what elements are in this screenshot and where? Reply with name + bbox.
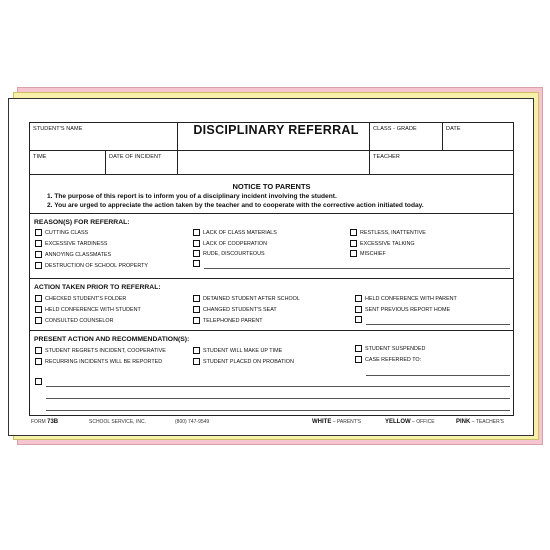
checkbox-box[interactable] <box>193 295 200 302</box>
time-col-line <box>105 150 106 174</box>
checkbox-label: RECURRING INCIDENTS WILL BE REPORTED <box>45 358 163 365</box>
checkbox-other-reason[interactable] <box>193 260 203 267</box>
pink-text: – TEACHER'S <box>470 419 504 425</box>
checkbox-label: RESTLESS, INATTENTIVE <box>360 229 426 236</box>
checkbox-suspended[interactable] <box>355 345 425 352</box>
checkbox-conference-parent[interactable] <box>355 295 457 302</box>
reasons-title: REASON(S) FOR REFERRAL: <box>34 219 130 226</box>
checkbox-box[interactable] <box>355 295 362 302</box>
checkbox-sent-report-home[interactable] <box>355 306 450 313</box>
checkbox-conference-student[interactable] <box>35 306 141 313</box>
checkbox-box[interactable] <box>193 260 200 267</box>
checkbox-label: STUDENT REGRETS INCIDENT, COOPERATIVE <box>45 347 166 354</box>
checkbox-box[interactable] <box>355 345 362 352</box>
form-number-value: 73B <box>47 419 59 425</box>
checkbox-destruction-of-property[interactable] <box>35 262 148 269</box>
checkbox-box[interactable] <box>35 262 42 269</box>
date-col-line <box>442 123 443 150</box>
checkbox-label: LACK OF COOPERATION <box>203 240 267 247</box>
checkbox-label: CHECKED STUDENT'S FOLDER <box>45 295 127 302</box>
checkbox-label: HELD CONFERENCE WITH STUDENT <box>45 306 141 313</box>
checkbox-lack-of-class-materials[interactable] <box>193 229 277 236</box>
white-text: – PARENT'S <box>331 419 362 425</box>
checkbox-label: LACK OF CLASS MATERIALS <box>203 229 277 236</box>
checkbox-rude-discourteous[interactable] <box>193 250 265 257</box>
class-grade-label: CLASS - GRADE <box>373 126 417 132</box>
date-label: DATE <box>446 126 461 132</box>
checkbox-lack-of-cooperation[interactable] <box>193 240 267 247</box>
white-copy-label <box>312 419 361 425</box>
checkbox-label: MISCHIEF <box>360 250 386 257</box>
company-name: SCHOOL SERVICE, INC. <box>89 419 146 425</box>
header-col-line <box>177 123 178 174</box>
header-divider <box>30 150 513 151</box>
checkbox-box[interactable] <box>35 317 42 324</box>
checkbox-box[interactable] <box>355 356 362 363</box>
checkbox-box[interactable] <box>35 295 42 302</box>
checkbox-box[interactable] <box>355 306 362 313</box>
checkbox-box[interactable] <box>350 229 357 236</box>
checkbox-label: CHANGED STUDENT'S SEAT <box>203 306 277 313</box>
referral-form <box>29 122 514 416</box>
checkbox-box[interactable] <box>193 240 200 247</box>
checkbox-label: ANNOYING CLASSMATES <box>45 251 112 258</box>
checkbox-box[interactable] <box>193 347 200 354</box>
checkbox-box[interactable] <box>35 378 42 385</box>
present-line-3[interactable] <box>46 410 510 411</box>
teacher-label: TEACHER <box>373 154 400 160</box>
present-line-2[interactable] <box>46 398 510 399</box>
notice-line-1: 1. The purpose of this report is to inform you of a disciplinary incident involving the student. <box>47 193 337 200</box>
checkbox-detained-student[interactable] <box>193 295 300 302</box>
time-label: TIME <box>33 154 47 160</box>
checkbox-label: DESTRUCTION OF SCHOOL PROPERTY <box>45 262 149 269</box>
checkbox-recurring-reported[interactable] <box>35 358 162 365</box>
notice-title: NOTICE TO PARENTS <box>232 182 311 191</box>
checkbox-box[interactable] <box>35 240 42 247</box>
checkbox-case-referred[interactable] <box>355 356 421 363</box>
checkbox-box[interactable] <box>193 229 200 236</box>
checkbox-box[interactable] <box>193 358 200 365</box>
other-reason-line[interactable] <box>204 268 510 269</box>
checkbox-label: EXCESSIVE TARDINESS <box>45 240 108 247</box>
checkbox-label: CASE REFERRED TO: <box>365 356 422 363</box>
checkbox-restless-inattentive[interactable] <box>350 229 426 236</box>
checkbox-box[interactable] <box>35 229 42 236</box>
student-name-label: STUDENT'S NAME <box>33 126 83 132</box>
form-label: FORM <box>31 419 46 425</box>
yellow-copy-label <box>385 419 435 425</box>
checkbox-other-action[interactable] <box>355 316 365 323</box>
checkbox-label: EXCESSIVE TALKING <box>360 240 415 247</box>
present-title: PRESENT ACTION AND RECOMMENDATION(S): <box>34 336 190 343</box>
checkbox-label: STUDENT PLACED ON PROBATION <box>203 358 294 365</box>
actions-bottom-line <box>30 330 513 331</box>
yellow-label: YELLOW <box>385 419 411 425</box>
checkbox-cutting-class[interactable] <box>35 229 88 236</box>
checkbox-student-regrets[interactable] <box>35 347 166 354</box>
checkbox-label: CONSULTED COUNSELOR <box>45 317 114 324</box>
actions-title: ACTION TAKEN PRIOR TO REFERRAL: <box>34 284 161 291</box>
checkbox-other-present[interactable] <box>35 378 45 385</box>
checkbox-box[interactable] <box>350 240 357 247</box>
checkbox-box[interactable] <box>193 317 200 324</box>
checkbox-box[interactable] <box>35 358 42 365</box>
pink-copy-label <box>456 419 504 425</box>
checkbox-label: SENT PREVIOUS REPORT HOME <box>365 306 451 313</box>
form-number <box>31 419 58 425</box>
checkbox-mischief[interactable] <box>350 250 386 257</box>
checkbox-box[interactable] <box>35 306 42 313</box>
checkbox-excessive-tardiness[interactable] <box>35 240 107 247</box>
checkbox-box[interactable] <box>193 306 200 313</box>
yellow-text: – OFFICE <box>410 419 435 425</box>
checkbox-excessive-talking[interactable] <box>350 240 415 247</box>
checkbox-make-up-time[interactable] <box>193 347 282 354</box>
date-of-incident-label: DATE OF INCIDENT <box>109 154 162 160</box>
white-label: WHITE <box>312 419 332 425</box>
company-phone: (800) 747-9549 <box>175 419 210 425</box>
checkbox-label: HELD CONFERENCE WITH PARENT <box>365 295 457 302</box>
checkbox-label: STUDENT WILL MAKE UP TIME <box>203 347 283 354</box>
checkbox-telephoned-parent[interactable] <box>193 317 263 324</box>
checkbox-box[interactable] <box>35 251 42 258</box>
checkbox-checked-folder[interactable] <box>35 295 126 302</box>
checkbox-box[interactable] <box>193 250 200 257</box>
checkbox-label: RUDE, DISCOURTEOUS <box>203 250 265 257</box>
case-referred-line[interactable] <box>366 375 510 376</box>
checkbox-label: TELEPHONED PARENT <box>203 317 263 324</box>
checkbox-box[interactable] <box>350 250 357 257</box>
checkbox-label: DETAINED STUDENT AFTER SCHOOL <box>203 295 300 302</box>
checkbox-consulted-counselor[interactable] <box>35 317 114 324</box>
pink-label: PINK <box>456 419 471 425</box>
other-action-line[interactable] <box>366 324 510 325</box>
notice-bottom-line <box>30 213 513 214</box>
checkbox-label: CUTTING CLASS <box>45 229 89 236</box>
header-bottom-line <box>30 174 513 175</box>
present-line-1[interactable] <box>46 386 510 387</box>
reasons-bottom-line <box>30 278 513 279</box>
checkbox-changed-seat[interactable] <box>193 306 277 313</box>
checkbox-label: STUDENT SUSPENDED <box>365 345 426 352</box>
checkbox-probation[interactable] <box>193 358 294 365</box>
notice-line-2: 2. You are urged to appreciate the action taken by the teacher and to cooperate with the corrective action initiated today. <box>47 202 424 209</box>
checkbox-annoying-classmates[interactable] <box>35 251 111 258</box>
form-title: DISCIPLINARY REFERRAL <box>193 123 359 137</box>
checkbox-box[interactable] <box>35 347 42 354</box>
checkbox-box[interactable] <box>355 316 362 323</box>
